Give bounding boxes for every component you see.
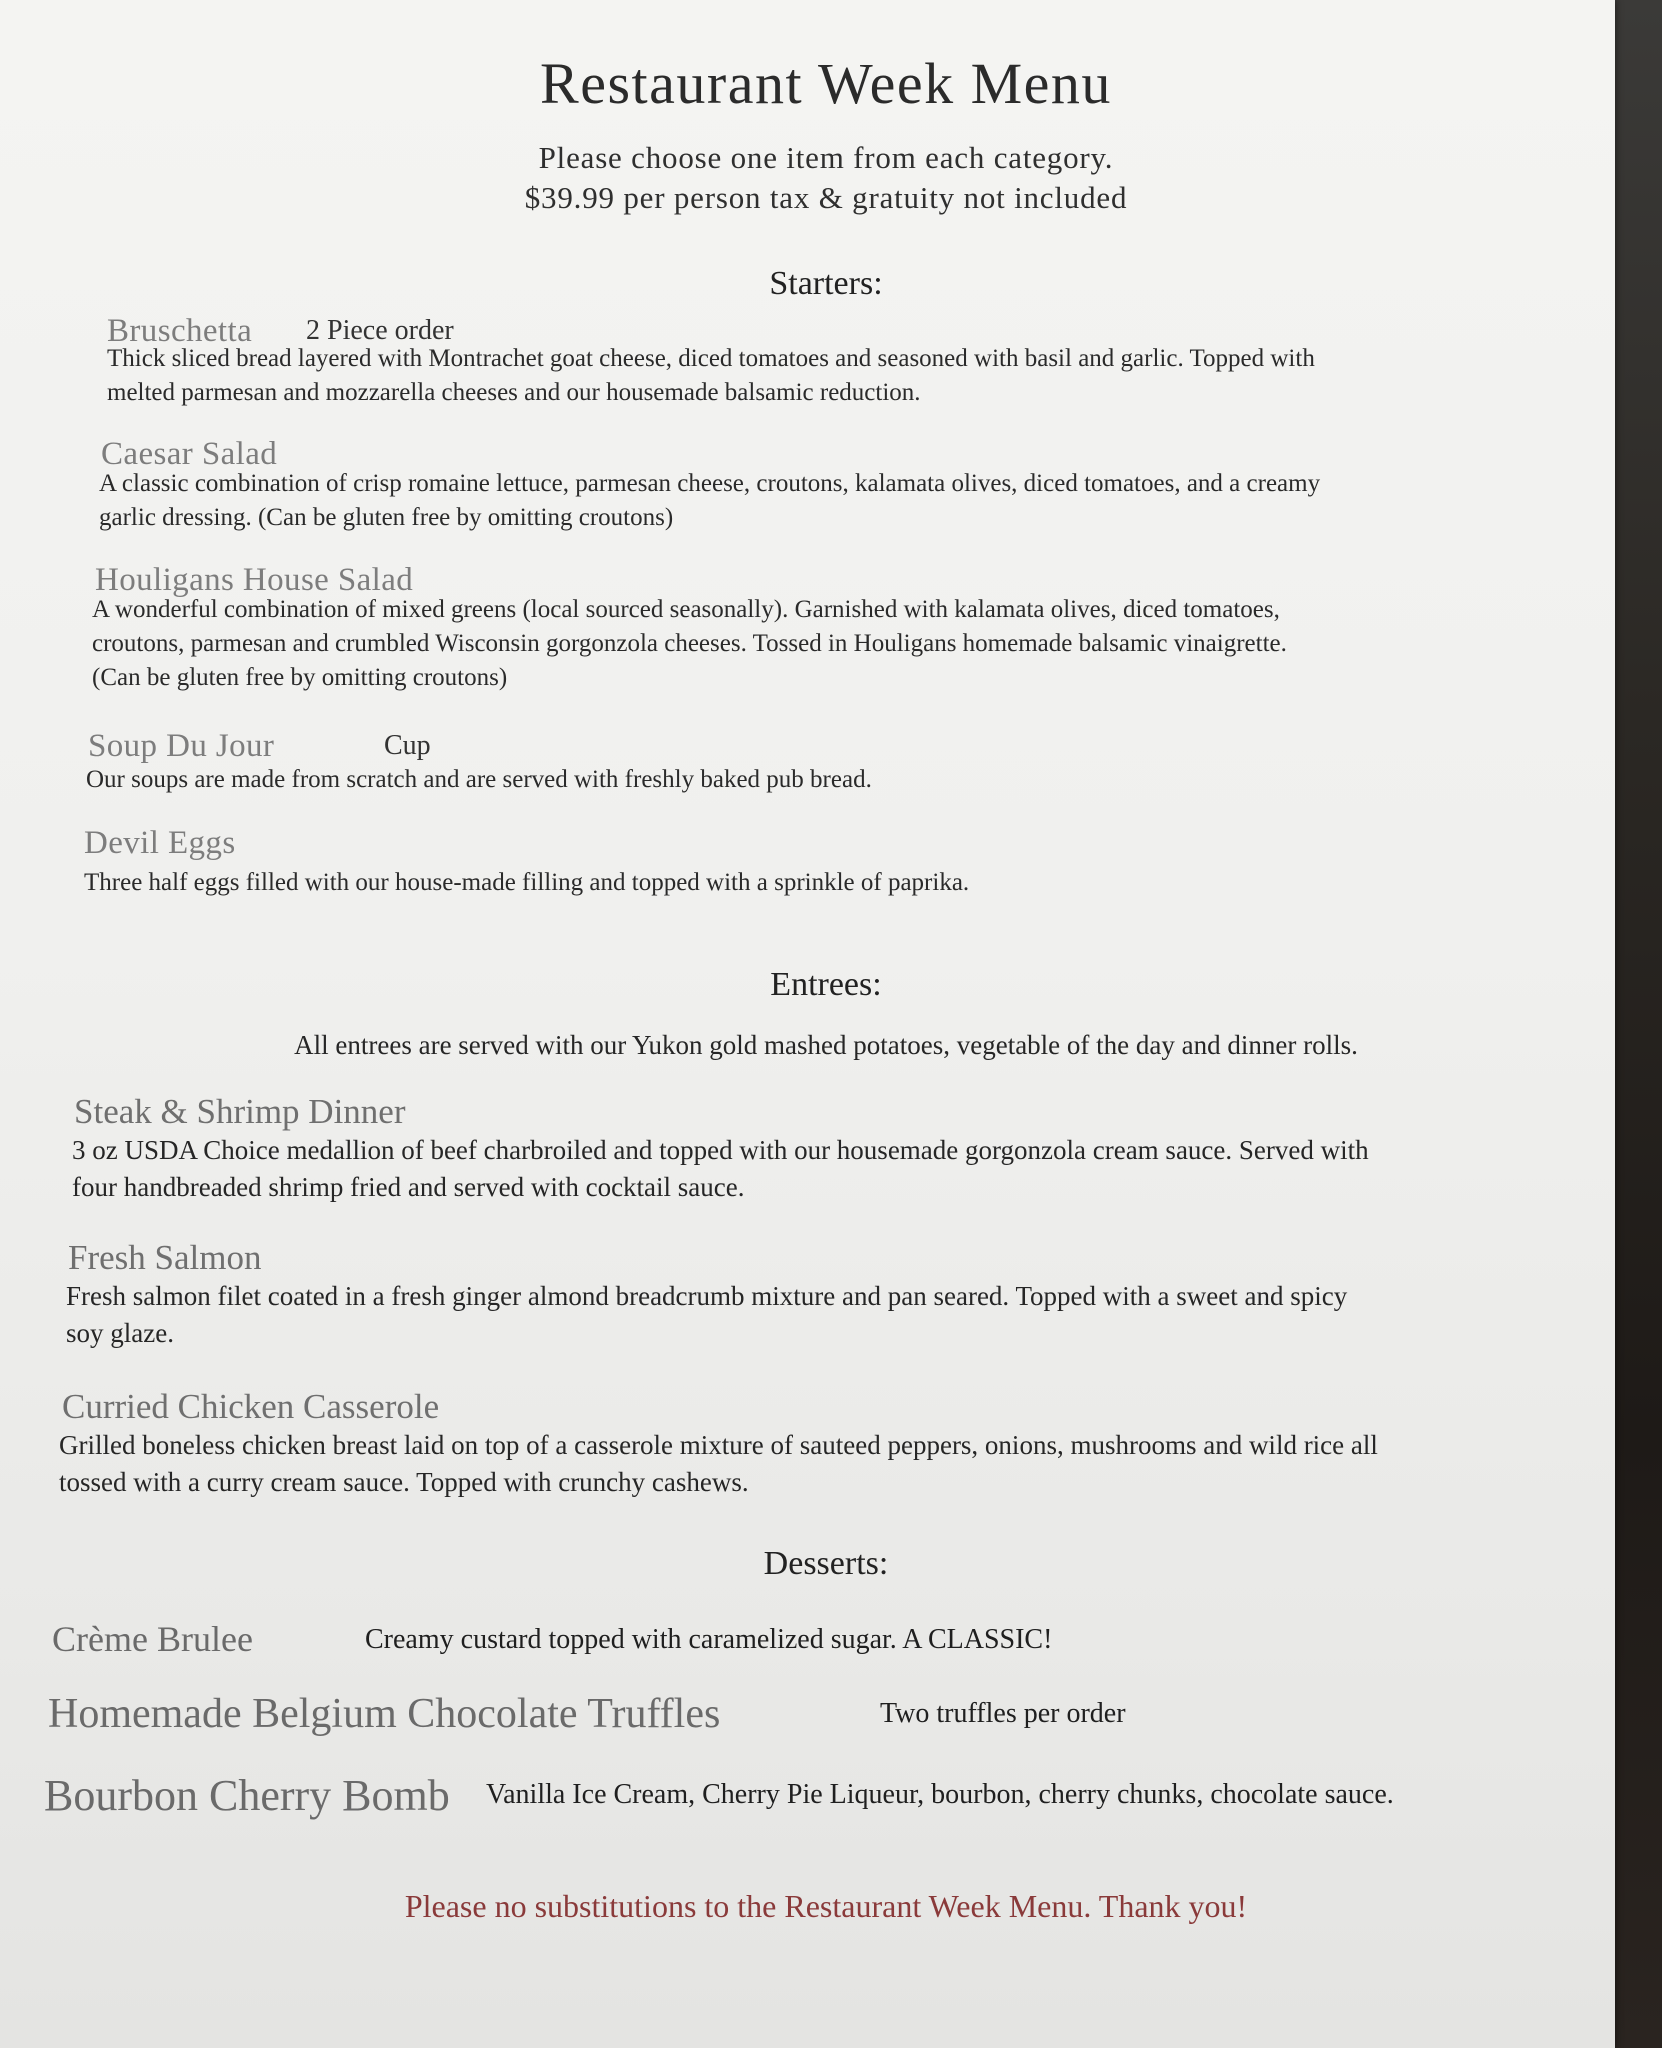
item-description: Two truffles per order [880, 1698, 1126, 1729]
item-description: Creamy custard topped with caramelized sugar. A CLASSIC! [365, 1624, 1053, 1655]
item-name: Bourbon Cherry Bomb [44, 1771, 450, 1820]
item-description: Three half eggs filled with our house-made filling and topped with a sprinkle of paprika. [84, 869, 970, 896]
entrees-heading: Entrees: [770, 966, 882, 1003]
menu-title: Restaurant Week Menu [540, 51, 1112, 116]
item-name: Steak & Shrimp Dinner [74, 1092, 406, 1131]
item-name: Houligans House Salad [95, 562, 414, 598]
menu-instructions: Please choose one item from each category. [538, 140, 1114, 175]
item-name: Devil Eggs [84, 825, 236, 861]
item-description: Grilled boneless chicken breast laid on top of a casserole mixture of sauteed peppers, onions, mushrooms and wild rice all [59, 1430, 1378, 1460]
desserts-heading: Desserts: [763, 1545, 889, 1582]
item-name: Crème Brulee [52, 1619, 253, 1659]
item-description: melted parmesan and mozzarella cheeses and our housemade balsamic reduction. [107, 379, 921, 406]
item-description: soy glaze. [66, 1318, 174, 1348]
item-description: tossed with a curry cream sauce. Topped with crunchy cashews. [59, 1467, 749, 1497]
item-description: Vanilla Ice Cream, Cherry Pie Liqueur, bourbon, cherry chunks, chocolate sauce. [486, 1779, 1394, 1810]
item-name: Soup Du Jour [88, 728, 275, 764]
item-description: garlic dressing. (Can be gluten free by omitting croutons) [99, 504, 674, 531]
item-name: Bruschetta [107, 313, 253, 349]
item-description: Thick sliced bread layered with Montrachet goat cheese, diced tomatoes and seasoned with basil and garlic. Topped with [107, 345, 1315, 372]
item-name: Fresh Salmon [68, 1238, 262, 1277]
item-description: croutons, parmesan and crumbled Wisconsin gorgonzola cheeses. Tossed in Houligans homemade balsamic vinaigrette. [92, 630, 1287, 657]
menu-price: $39.99 per person tax & gratuity not included [524, 180, 1128, 215]
item-description: Our soups are made from scratch and are served with freshly baked pub bread. [86, 766, 872, 793]
item-name: Homemade Belgium Chocolate Truffles [48, 1691, 721, 1737]
item-note: 2 Piece order [306, 315, 454, 346]
item-name: Caesar Salad [101, 436, 278, 472]
starters-heading: Starters: [769, 265, 883, 302]
item-note: Cup [384, 730, 431, 761]
item-description: A wonderful combination of mixed greens (local sourced seasonally). Garnished with kalamata olives, diced tomatoes, [92, 596, 1280, 623]
item-description: (Can be gluten free by omitting croutons) [92, 664, 508, 691]
item-description: A classic combination of crisp romaine lettuce, parmesan cheese, croutons, kalamata olives, diced tomatoes, and a creamy [99, 470, 1321, 497]
item-description: four handbreaded shrimp fried and served with cocktail sauce. [72, 1172, 745, 1202]
item-name: Curried Chicken Casserole [62, 1387, 440, 1426]
item-description: Fresh salmon filet coated in a fresh ginger almond breadcrumb mixture and pan seared. Topped with a sweet and spicy [66, 1281, 1348, 1311]
footer-note: Please no substitutions to the Restaurant Week Menu. Thank you! [404, 1888, 1248, 1924]
item-description: 3 oz USDA Choice medallion of beef charbroiled and topped with our housemade gorgonzola cream sauce. Served with [72, 1135, 1369, 1165]
entrees-intro: All entrees are served with our Yukon gold mashed potatoes, vegetable of the day and dinner rolls. [294, 1030, 1358, 1060]
